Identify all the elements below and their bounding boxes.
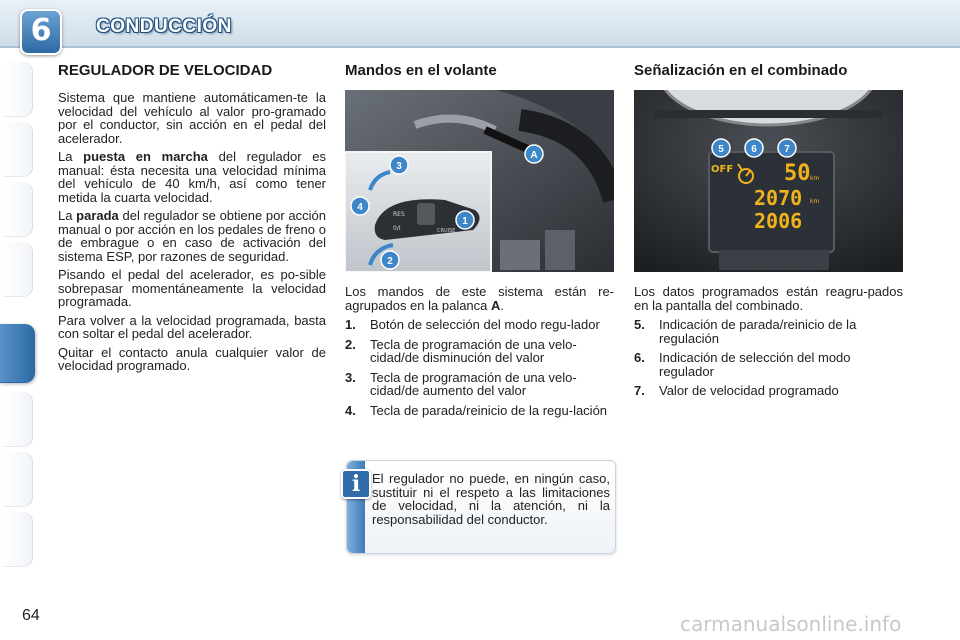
list-item	[345, 318, 614, 332]
text: La	[58, 149, 84, 164]
item-text: Indicación de selección del modo regulador	[659, 350, 851, 379]
side-tab[interactable]	[4, 62, 33, 117]
item-number: 4.	[345, 402, 356, 418]
section-heading-regulador: REGULADOR DE VELOCIDAD	[58, 62, 273, 79]
item-number: 7.	[634, 383, 645, 398]
callout-6: 6	[751, 144, 757, 155]
bold-term: A	[491, 297, 501, 313]
side-tab[interactable]	[4, 512, 33, 567]
chapter-title: CONDUCCIÓN	[96, 16, 232, 37]
list-item	[634, 351, 903, 378]
watermark: carmanualsonline.info	[680, 612, 902, 636]
item-text: Botón de selección del modo regu-lador	[370, 317, 600, 332]
lever-label-cruise: CRUISE	[437, 228, 456, 234]
chapter-header	[0, 0, 960, 48]
paragraph	[58, 150, 326, 204]
text: La	[58, 208, 77, 223]
list-item	[345, 338, 614, 365]
side-tab[interactable]	[4, 182, 33, 237]
paragraph	[345, 285, 614, 312]
display-unit: km	[810, 198, 820, 205]
item-number: 3.	[345, 369, 356, 385]
lever-label-res: RES	[393, 211, 405, 218]
chapter-number-badge: 6	[20, 9, 62, 55]
list-item	[345, 371, 614, 398]
item-text: Tecla de parada/reinicio de la regu-lación	[370, 402, 608, 418]
side-tab[interactable]	[4, 122, 33, 177]
info-text: El regulador no puede, en ningún caso, sustituir ni el respeto a las limitaciones de velocidad, ni la atención, ni la responsabilidad del conductor.	[372, 471, 610, 527]
text: .	[500, 297, 505, 313]
list-item	[345, 404, 614, 418]
cluster-display-illustration	[634, 90, 903, 272]
list-item	[634, 318, 903, 345]
side-tab[interactable]	[4, 392, 33, 447]
paragraph: Para volver a la velocidad programada, basta con soltar el pedal del acelerador.	[58, 312, 326, 341]
page-number: 64	[22, 607, 40, 624]
side-tab[interactable]	[4, 452, 33, 507]
side-tab[interactable]	[4, 242, 33, 297]
text: del regulador es manual: ésta necesita una velocidad mínima del vehículo de 40 km/h, así como tener metida la cuarta velocidad.	[58, 149, 327, 205]
mandos-text	[345, 285, 614, 423]
display-off-indicator: OFF	[711, 164, 734, 175]
list-item	[634, 384, 903, 398]
instrument-cluster-photo	[634, 90, 903, 272]
callout-a: A	[530, 150, 538, 161]
callout-4: 4	[357, 202, 363, 213]
item-number: 2.	[345, 336, 356, 352]
callout-1: 1	[462, 216, 468, 227]
text: Los mandos de este sistema están re-agrupados en la palanca	[345, 284, 614, 313]
item-number: 1.	[345, 317, 356, 332]
display-unit: km	[810, 175, 820, 182]
paragraph	[58, 209, 326, 263]
callout-7: 7	[784, 144, 790, 155]
callout-2: 2	[387, 256, 393, 267]
info-icon: i	[341, 469, 371, 499]
bold-term: parada	[76, 208, 119, 223]
mandos-list	[345, 318, 614, 417]
display-speed: 50	[784, 161, 811, 186]
item-text: Tecla de programación de una velo-cidad/de disminución del valor	[370, 336, 577, 365]
item-number: 6.	[634, 350, 645, 365]
paragraph: Quitar el contacto anula cualquier valor de velocidad programado.	[58, 344, 326, 373]
section-heading-mandos: Mandos en el volante	[345, 62, 497, 79]
lever-label-0-i: 0/I	[393, 225, 401, 232]
item-text: Indicación de parada/reinicio de la regulación	[659, 317, 857, 346]
regulador-text	[58, 91, 326, 378]
display-odometer: 2070	[754, 186, 803, 210]
callout-3: 3	[396, 161, 402, 172]
steering-lever-photo	[345, 90, 614, 272]
callout-5: 5	[718, 144, 724, 155]
bold-term: puesta en marcha	[83, 149, 208, 164]
paragraph: Pisando el pedal del acelerador, es po-sible sobrepasar momentáneamente la velocidad programada.	[58, 267, 326, 309]
senalizacion-list	[634, 318, 903, 398]
item-text: Tecla de programación de una velo-cidad/de aumento del valor	[370, 369, 577, 398]
item-text: Valor de velocidad programado	[659, 383, 839, 398]
senalizacion-text	[634, 285, 903, 404]
info-note	[346, 460, 616, 554]
side-tab-active[interactable]	[0, 324, 35, 383]
paragraph: Sistema que mantiene automáticamen-te la velocidad del vehículo al valor pro-gramado por el conductor, sin acción en el pedal del acelerador.	[58, 90, 326, 146]
section-heading-senalizacion: Señalización en el combinado	[634, 62, 848, 79]
item-number: 5.	[634, 317, 645, 332]
paragraph: Los datos programados están reagru-pados en la pantalla del combinado.	[634, 284, 903, 313]
text: del regulador se obtiene por acción manual o por acción en los pedales de freno o de embrague o en caso de activación del sistema ESP, por razones de seguridad.	[58, 208, 326, 264]
steering-lever-illustration	[345, 90, 614, 272]
display-trip: 2006	[754, 209, 803, 233]
side-tab-nav	[0, 62, 36, 574]
